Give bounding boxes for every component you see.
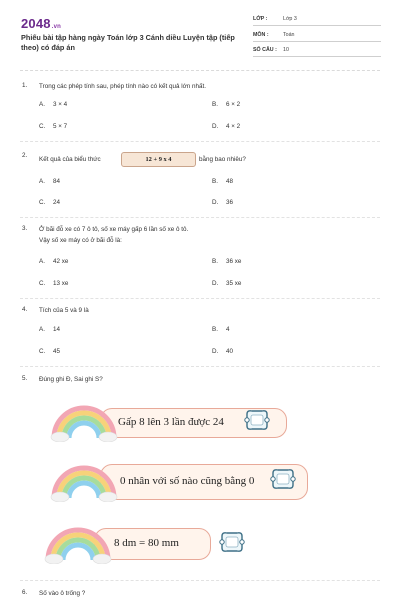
option-text: 36 xe [226, 258, 242, 265]
q2-option-a[interactable] [39, 178, 60, 185]
question-text-line-1: Ở bãi đỗ xe có 7 ô tô, số xe máy gấp 6 lần số xe ô tô. [39, 226, 189, 233]
answer-frame-icon-3[interactable] [218, 530, 246, 554]
question-number: 1. [22, 82, 28, 89]
expression-box: 12 + 9 x 4 [121, 152, 196, 167]
question-number: 5. [22, 375, 28, 382]
answer-frame-icon-1[interactable] [243, 408, 271, 432]
q1-option-c[interactable] [39, 123, 67, 130]
q2-option-b[interactable] [212, 178, 233, 185]
meta-count-value: 10 [283, 47, 289, 53]
question-divider [20, 298, 380, 299]
q2-option-c[interactable] [39, 199, 60, 206]
option-text: 13 xe [53, 280, 69, 287]
option-label: D. [212, 280, 219, 287]
q1-option-d[interactable] [212, 123, 240, 130]
question-number: 3. [22, 225, 28, 232]
option-label: A. [39, 101, 45, 108]
question-text: Số vào ô trống ? [39, 590, 86, 597]
meta-class-value: Lớp 3 [283, 16, 297, 22]
meta-subject-row [253, 29, 381, 42]
worksheet-title: Phiếu bài tập hàng ngày Toán lớp 3 Cánh diều Luyện tập (tiếp theo) có đáp án [21, 33, 235, 52]
meta-subject-label: MÔN : [253, 32, 269, 38]
option-label: A. [39, 178, 45, 185]
question-text: Kết quả của biểu thức [39, 156, 101, 163]
question-text-line-2: Vậy số xe máy có ở bãi đỗ là: [39, 237, 122, 244]
q4-option-d[interactable] [212, 348, 233, 355]
question-number: 6. [22, 589, 28, 596]
q3-option-c[interactable] [39, 280, 68, 287]
q4-option-a[interactable] [39, 326, 60, 333]
question-text: Trong các phép tính sau, phép tính nào có kết quả lớn nhất. [39, 83, 207, 90]
option-text: 42 xe [53, 258, 69, 265]
option-text: 4 × 2 [226, 123, 241, 130]
q4-option-c[interactable] [39, 348, 60, 355]
question-divider [20, 580, 380, 581]
option-label: A. [39, 258, 45, 265]
q1-option-b[interactable] [212, 101, 240, 108]
rainbow-icon [50, 460, 120, 502]
option-text: 3 × 4 [53, 101, 68, 108]
option-label: D. [212, 199, 219, 206]
option-label: B. [212, 326, 218, 333]
option-text: 14 [53, 326, 61, 333]
question-text: Đúng ghi Đ, Sai ghi S? [39, 376, 103, 383]
option-label: A. [39, 326, 45, 333]
question-divider [20, 141, 380, 142]
q3-option-d[interactable] [212, 280, 241, 287]
answer-frame-icon-2[interactable] [269, 467, 297, 491]
option-text: 24 [53, 199, 61, 206]
meta-subject-value: Toán [283, 32, 295, 38]
option-text: 5 × 7 [53, 123, 68, 130]
header-divider [20, 70, 380, 71]
option-text: 84 [53, 178, 61, 185]
statement-text: 0 nhân với số nào cũng bằng 0 [120, 475, 255, 487]
meta-count-row [253, 44, 381, 57]
question-number: 2. [22, 152, 28, 159]
question-divider [20, 366, 380, 367]
true-false-card-2 [50, 460, 300, 502]
true-false-card-3 [44, 522, 214, 564]
q4-option-b[interactable] [212, 326, 230, 333]
q3-option-a[interactable] [39, 258, 68, 265]
meta-class-row [253, 13, 381, 26]
logo-suffix: .vn [51, 24, 62, 30]
option-label: C. [39, 280, 46, 287]
option-text: 45 [53, 348, 61, 355]
meta-count-label: SỐ CÂU : [253, 47, 277, 53]
option-label: C. [39, 348, 46, 355]
option-text: 36 [226, 199, 234, 206]
question-text: Tích của 5 và 9 là [39, 307, 89, 314]
site-logo[interactable] [21, 16, 61, 31]
option-text: 35 xe [226, 280, 242, 287]
option-text: 48 [226, 178, 234, 185]
option-label: C. [39, 123, 46, 130]
statement-text: Gấp 8 lên 3 lần được 24 [118, 416, 224, 428]
option-label: B. [212, 101, 218, 108]
question-text-after: bằng bao nhiêu? [199, 156, 246, 163]
q3-option-b[interactable] [212, 258, 241, 265]
option-label: B. [212, 258, 218, 265]
option-label: C. [39, 199, 46, 206]
option-label: B. [212, 178, 218, 185]
statement-text: 8 dm = 80 mm [114, 537, 179, 549]
option-text: 6 × 2 [226, 101, 241, 108]
meta-class-label: LỚP : [253, 16, 268, 22]
question-divider [20, 217, 380, 218]
option-label: D. [212, 348, 219, 355]
logo-text: 2048 [21, 16, 51, 31]
q2-option-d[interactable] [212, 199, 233, 206]
option-text: 4 [226, 326, 230, 333]
q1-option-a[interactable] [39, 101, 67, 108]
rainbow-icon [50, 402, 120, 442]
option-text: 40 [226, 348, 234, 355]
option-label: D. [212, 123, 219, 130]
question-number: 4. [22, 306, 28, 313]
rainbow-icon [44, 522, 114, 564]
